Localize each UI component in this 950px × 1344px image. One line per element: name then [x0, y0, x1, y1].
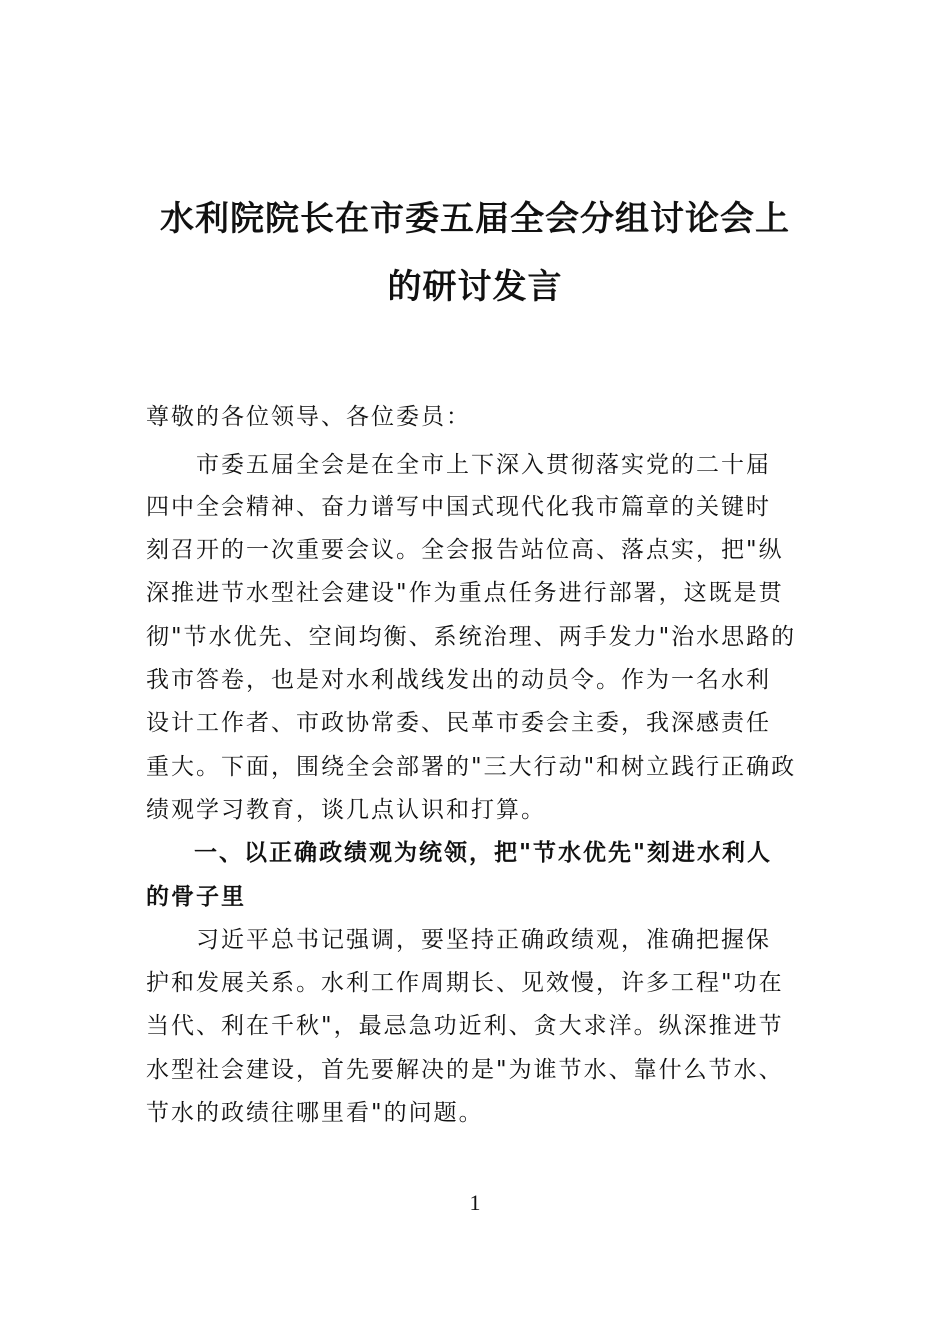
- paragraph-1-line: 深推进节水型社会建设"作为重点任务进行部署，这既是贯: [146, 580, 784, 606]
- salutation: 尊敬的各位领导、各位委员：: [146, 404, 471, 430]
- paragraph-1-line: 彻"节水优先、空间均衡、系统治理、两手发力"治水思路的: [146, 624, 797, 650]
- section-heading-1: 的骨子里: [146, 884, 246, 910]
- paragraph-2-line: 节水的政绩往哪里看"的问题。: [146, 1100, 484, 1126]
- paragraph-1-line: 刻召开的一次重要会议。全会报告站位高、落点实，把"纵: [146, 537, 784, 563]
- paragraph-1-line: 市委五届全会是在全市上下深入贯彻落实党的二十届: [196, 452, 771, 478]
- paragraph-2-line: 水型社会建设，首先要解决的是"为谁节水、靠什么节水、: [146, 1057, 784, 1083]
- paragraph-2-line: 当代、利在千秋"，最忌急功近利、贪大求洋。纵深推进节: [146, 1013, 784, 1039]
- page-number: 1: [469, 1190, 481, 1215]
- document-title-line-1: 水利院院长在市委五届全会分组讨论会上: [160, 199, 790, 239]
- document-title-line-2: 的研讨发言: [387, 267, 563, 307]
- paragraph-2-line: 习近平总书记强调，要坚持正确政绩观，准确把握保: [196, 927, 771, 953]
- paragraph-1-line: 绩观学习教育，谈几点认识和打算。: [146, 797, 546, 823]
- section-heading-1: 一、以正确政绩观为统领，把"节水优先"刻进水利人: [194, 840, 772, 866]
- paragraph-1-line: 重大。下面，围绕全会部署的"三大行动"和树立践行正确政: [146, 754, 797, 780]
- paragraph-2-line: 护和发展关系。水利工作周期长、见效慢，许多工程"功在: [146, 970, 784, 996]
- paragraph-1-line: 设计工作者、市政协常委、民革市委会主委，我深感责任: [146, 710, 771, 736]
- paragraph-1-line: 我市答卷，也是对水利战线发出的动员令。作为一名水利: [146, 667, 771, 693]
- paragraph-1-line: 四中全会精神、奋力谱写中国式现代化我市篇章的关键时: [146, 494, 771, 520]
